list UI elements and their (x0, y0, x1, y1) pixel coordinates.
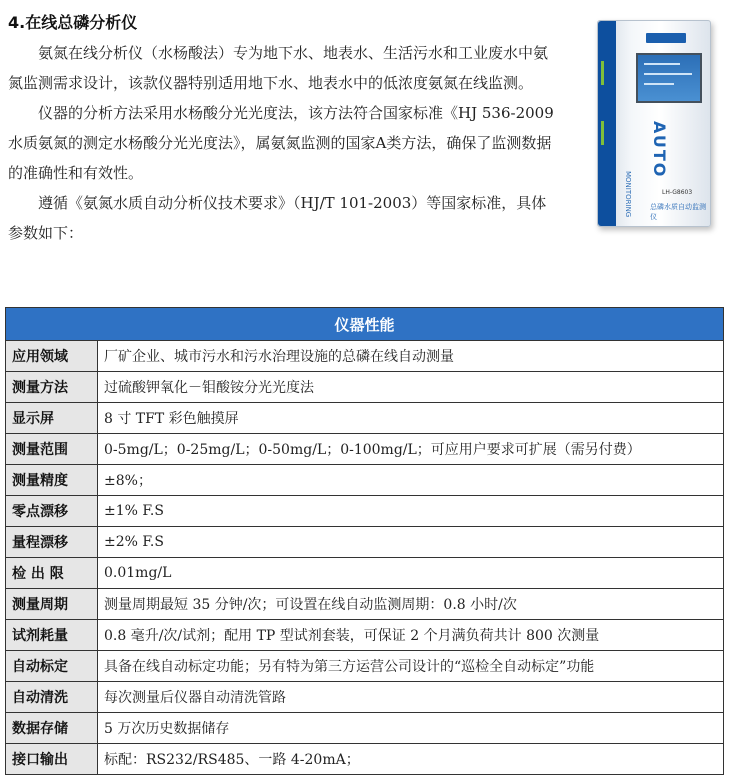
row-value: 8 寸 TFT 彩色触摸屏 (98, 403, 724, 434)
device-screen (636, 53, 702, 103)
row-label: 检 出 限 (6, 558, 98, 589)
row-label: 自动标定 (6, 651, 98, 682)
table-row (6, 744, 724, 775)
device-brand-text: AUTO (650, 121, 669, 179)
intro-paragraph-2: 仪器的分析方法采用水杨酸分光光度法，该方法符合国家标准《HJ 536-2009 水质氨氮的测定水杨酸分光光度法》，属氨氮监测的国家A类方法，确保了监测数据的准确性和有效性。 (8, 104, 554, 182)
row-label: 量程漂移 (6, 527, 98, 558)
intro-text (8, 38, 560, 248)
row-label: 接口输出 (6, 744, 98, 775)
row-label: 测量范围 (6, 434, 98, 465)
table-row (6, 620, 724, 651)
row-label: 零点漂移 (6, 496, 98, 527)
row-label: 应用领域 (6, 341, 98, 372)
row-value: 具备在线自动标定功能；另有特为第三方运营公司设计的“巡检全自动标定”功能 (98, 651, 724, 682)
row-value: 过硫酸钾氧化－钼酸铵分光光度法 (98, 372, 724, 403)
table-row (6, 713, 724, 744)
device-name-text: 总磷水质自动监测仪 (650, 203, 706, 221)
table-row (6, 651, 724, 682)
table-row (6, 527, 724, 558)
table-row (6, 403, 724, 434)
table-row (6, 682, 724, 713)
intro-paragraph-3: 遵循《氨氮水质自动分析仪技术要求》（HJ/T 101-2003）等国家标准，具体参数如下： (8, 194, 547, 242)
spec-table-header: 仪器性能 (6, 308, 724, 341)
row-value: 0.8 毫升/次/试剂；配用 TP 型试剂套装，可保证 2 个月满负荷共计 800 次测量 (98, 620, 724, 651)
row-value: ±1% F.S (98, 496, 724, 527)
row-value: 厂矿企业、城市污水和污水治理设施的总磷在线自动测量 (98, 341, 724, 372)
row-value: ±2% F.S (98, 527, 724, 558)
intro-paragraph-1: 氨氮在线分析仪（水杨酸法）专为地下水、地表水、生活污水和工业废水中氨氮监测需求设计，该款仪器特别适用地下水、地表水中的低浓度氨氮在线监测。 (8, 44, 549, 92)
row-value: 测量周期最短 35 分钟/次；可设置在线自动监测周期：0.8 小时/次 (98, 589, 724, 620)
table-row (6, 372, 724, 403)
row-value: 每次测量后仪器自动清洗管路 (98, 682, 724, 713)
device-logo (646, 33, 686, 43)
table-row (6, 434, 724, 465)
row-label: 测量精度 (6, 465, 98, 496)
row-value: ±8%； (98, 465, 724, 496)
table-row (6, 558, 724, 589)
device-side-panel (598, 21, 616, 226)
section-title: 4.在线总磷分析仪 (8, 13, 138, 32)
spec-table (5, 307, 724, 775)
row-label: 自动清洗 (6, 682, 98, 713)
device-model-text: LH-G8603 (662, 189, 693, 196)
row-label: 测量方法 (6, 372, 98, 403)
row-value: 标配：RS232/RS485、一路 4-20mA； (98, 744, 724, 775)
table-row (6, 496, 724, 527)
row-label: 测量周期 (6, 589, 98, 620)
row-value: 0-5mg/L；0-25mg/L；0-50mg/L；0-100mg/L；可应用户要求可扩展（需另付费） (98, 434, 724, 465)
row-value: 5 万次历史数据储存 (98, 713, 724, 744)
row-value: 0.01mg/L (98, 558, 724, 589)
table-row (6, 589, 724, 620)
row-label: 数据存储 (6, 713, 98, 744)
product-image (597, 20, 711, 227)
device-sub-text: MONITORING (624, 171, 632, 218)
table-row (6, 465, 724, 496)
row-label: 显示屏 (6, 403, 98, 434)
row-label: 试剂耗量 (6, 620, 98, 651)
table-row (6, 341, 724, 372)
